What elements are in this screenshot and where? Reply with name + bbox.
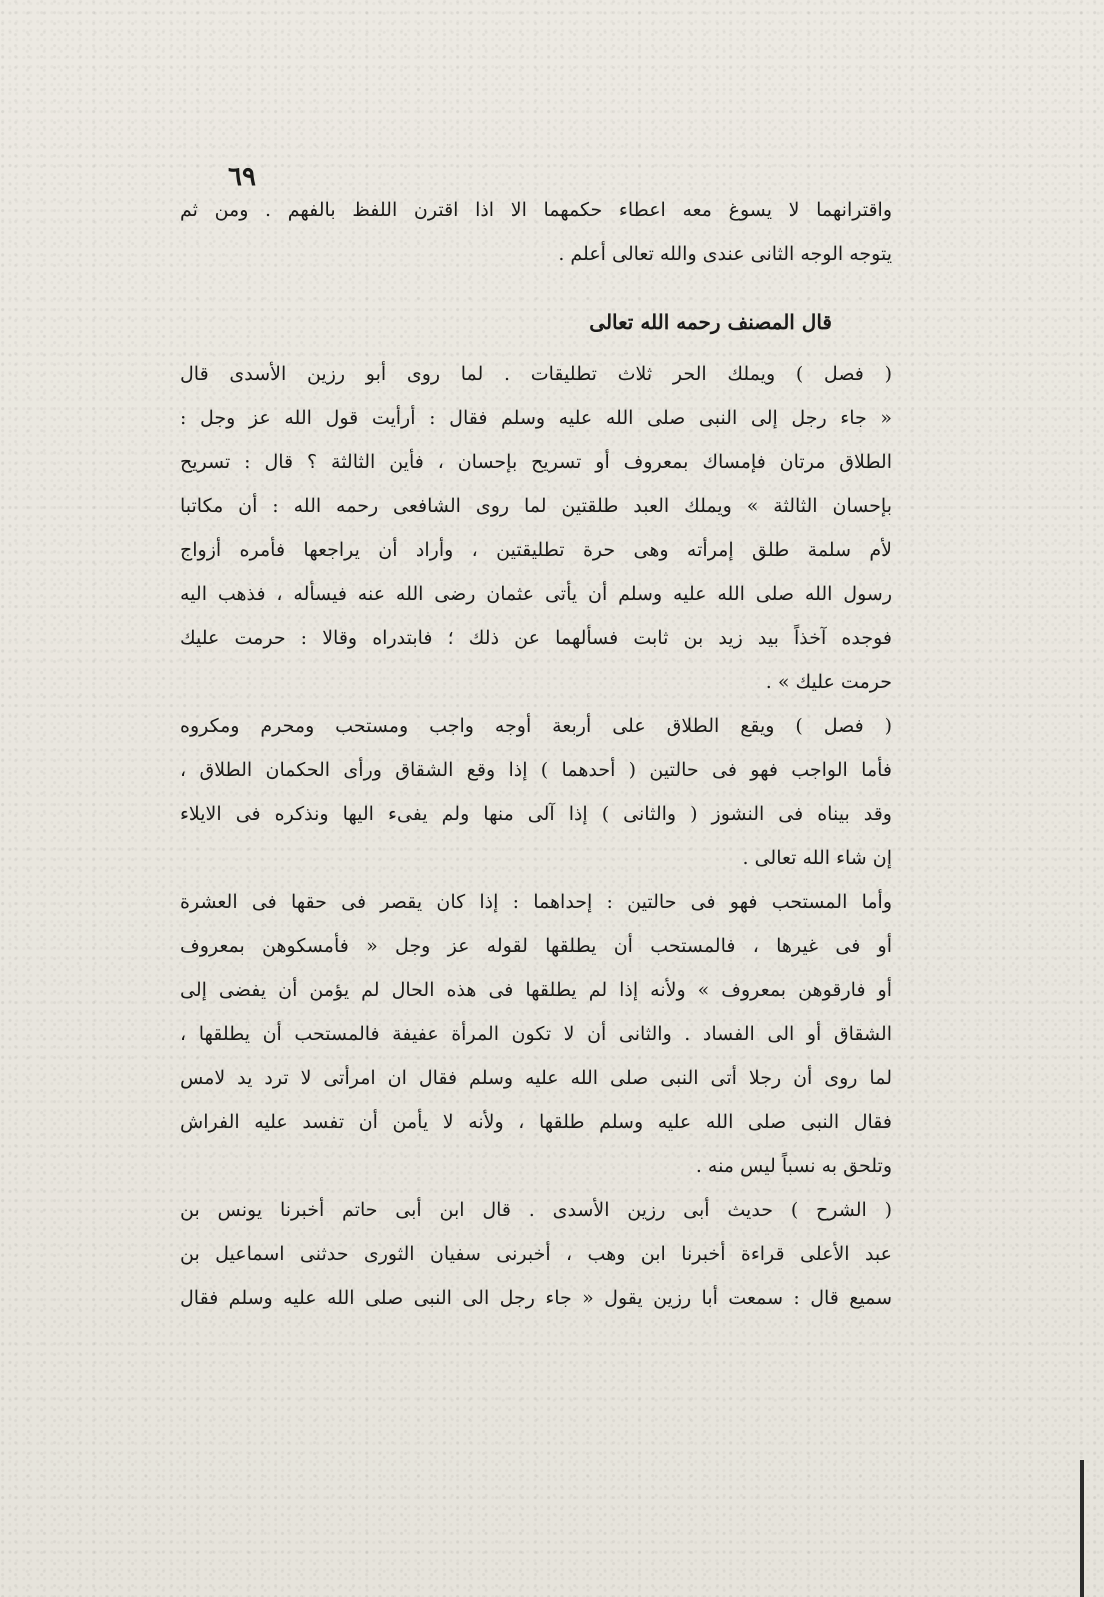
paragraph-fasl-talaq-count (180, 352, 892, 704)
text-line: فأما الواجب فهو فى حالتين ( أحدهما ) إذا وقع الشقاق ورأى الحكمان الطلاق ، (180, 759, 892, 781)
section-heading: قال المصنف رحمه الله تعالى (589, 310, 832, 334)
text-line: أو فارقوهن بمعروف » ولأنه إذا لم يطلقها فى هذه الحال لم يؤمن أن يفضى إلى (180, 979, 892, 1001)
paragraph-fasl-talaq-kinds (180, 704, 892, 880)
text-line: الطلاق مرتان فإمساك بمعروف أو تسريح بإحسان ، فأين الثالثة ؟ قال : تسريح (180, 451, 892, 473)
text-line: فوجده آخذاً بيد زيد بن ثابت فسألهما عن ذلك ؛ فابتدراه وقالا : حرمت عليك (180, 627, 892, 649)
text-line: لما روى أن رجلا أتى النبى صلى الله عليه وسلم فقال ان امرأتى لا ترد يد لامس (180, 1067, 892, 1089)
text-line: ( فصل ) ويقع الطلاق على أربعة أوجه واجب ومستحب ومحرم ومكروه (180, 715, 892, 737)
text-line: لأم سلمة طلق إمرأته وهى حرة تطليقتين ، وأراد أن يراجعها فأمره أزواج (180, 539, 892, 561)
text-line: أو فى غيرها ، فالمستحب أن يطلقها لقوله عز وجل « فأمسكوهن بمعروف (180, 935, 892, 957)
text-line: « جاء رجل إلى النبى صلى الله عليه وسلم فقال : أرأيت قول الله عز وجل : (180, 407, 892, 429)
text-line: إن شاء الله تعالى . (742, 847, 892, 869)
text-line: حرمت عليك » . (765, 671, 892, 693)
text-line: بإحسان الثالثة » ويملك العبد طلقتين لما روى الشافعى رحمه الله : أن مكاتبا (180, 495, 892, 517)
text-line: وتلحق به نسباً ليس منه . (695, 1155, 892, 1177)
text-line: وأما المستحب فهو فى حالتين : إحداهما : إذا كان يقصر فى حقها فى العشرة (180, 891, 892, 913)
page-text (180, 188, 892, 1320)
paragraph-sharh (180, 1188, 892, 1320)
text-line: عبد الأعلى قراءة أخبرنا ابن وهب ، أخبرنى سفيان الثورى حدثنى اسماعيل بن (180, 1243, 892, 1265)
intro-line: واقترانهما لا يسوغ معه اعطاء حكمهما الا اذا اقترن اللفظ بالفهم . ومن ثم (180, 199, 892, 221)
text-line: فقال النبى صلى الله عليه وسلم طلقها ، ولأنه لا يأمن أن تفسد عليه الفراش (180, 1111, 892, 1133)
intro-line: يتوجه الوجه الثانى عندى والله تعالى أعلم . (558, 243, 892, 265)
text-line: رسول الله صلى الله عليه وسلم أن يأتى عثمان رضى الله عنه فيسأله ، فذهب اليه (180, 583, 892, 605)
text-line: وقد بيناه فى النشوز ( والثانى ) إذا آلى منها ولم يفىء اليها ونذكره فى الايلاء (180, 803, 892, 825)
text-line: ( الشرح ) حديث أبى رزين الأسدى . قال ابن أبى حاتم أخبرنا يونس بن (180, 1199, 892, 1221)
paragraph-mustahab (180, 880, 892, 1188)
text-line: الشقاق أو الى الفساد . والثانى أن لا تكون المرأة عفيفة فالمستحب أن يطلقها ، (180, 1023, 892, 1045)
page-number: ٦٩ (228, 162, 256, 192)
text-line: ( فصل ) ويملك الحر ثلاث تطليقات . لما روى أبو رزين الأسدى قال (180, 363, 892, 385)
scan-edge-mark (1080, 1460, 1084, 1597)
text-line: سميع قال : سمعت أبا رزين يقول « جاء رجل الى النبى صلى الله عليه وسلم فقال (180, 1287, 892, 1309)
